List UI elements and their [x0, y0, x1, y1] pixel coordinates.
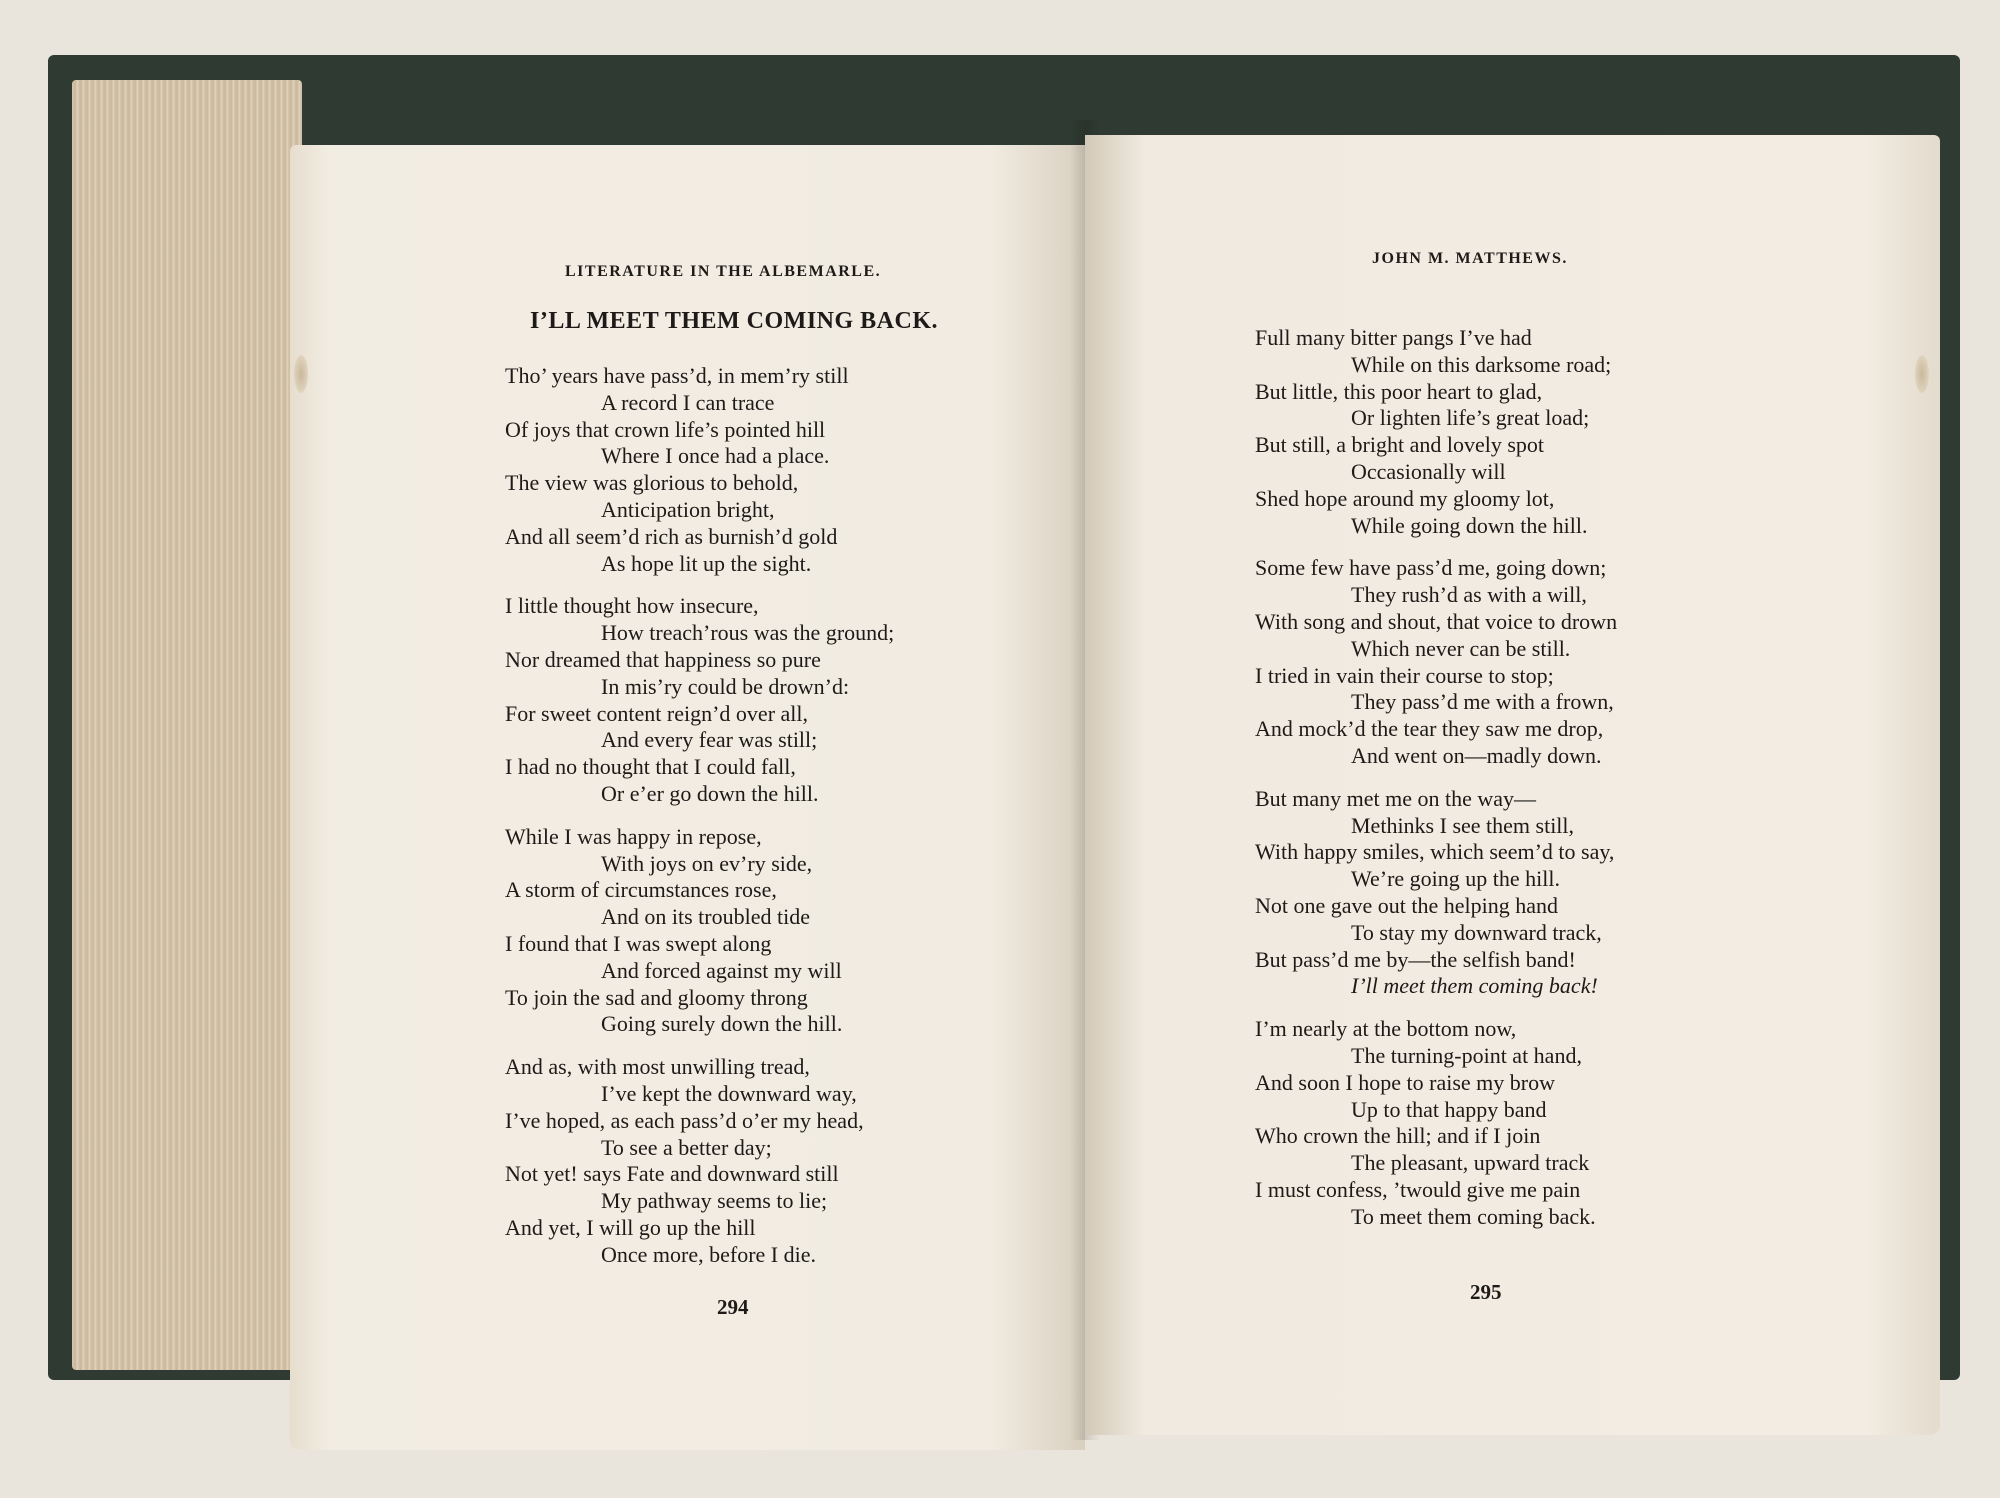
verse-line: With happy smiles, which seem’d to say,	[1255, 839, 1615, 865]
verse-line: Up to that happy band	[1351, 1096, 1547, 1122]
verse-line: Who crown the hill; and if I join	[1255, 1123, 1541, 1149]
verse-line: I tried in vain their course to stop;	[1255, 662, 1554, 688]
verse-line: While I was happy in repose,	[505, 823, 762, 849]
binding-hole	[294, 355, 308, 393]
verse-line: I’m nearly at the bottom now,	[1255, 1016, 1517, 1042]
poem-title: I’LL MEET THEM COMING BACK.	[530, 308, 938, 334]
stanza	[1255, 786, 1617, 1000]
verse-line: My pathway seems to lie;	[601, 1188, 828, 1214]
left-page	[290, 145, 1085, 1450]
binding-hole	[1915, 355, 1929, 393]
verse-line: A record I can trace	[601, 389, 775, 415]
stanza	[505, 363, 894, 577]
verse-line: The pleasant, upward track	[1351, 1150, 1590, 1176]
verse-line: To join the sad and gloomy throng	[505, 984, 808, 1010]
verse-line: I’ve hoped, as each pass’d o’er my head,	[505, 1107, 864, 1133]
verse-line: With joys on ev’ry side,	[601, 850, 813, 876]
verse-line: Or lighten life’s great load;	[1351, 405, 1590, 431]
verse-line: And every fear was still;	[601, 727, 818, 753]
verse-line: Once more, before I die.	[601, 1241, 817, 1267]
verse-line: To see a better day;	[601, 1134, 772, 1160]
verse-line: In mis’ry could be drown’d:	[601, 673, 850, 699]
stanza	[505, 1054, 894, 1268]
verse-line: Nor dreamed that happiness so pure	[505, 646, 821, 672]
verse-line: How treach’rous was the ground;	[601, 620, 895, 646]
page-edges	[72, 80, 302, 1370]
verse-line: Full many bitter pangs I’ve had	[1255, 325, 1532, 350]
verse-line: To meet them coming back.	[1351, 1203, 1596, 1229]
right-running-head: JOHN M. MATTHEWS.	[1372, 250, 1568, 267]
verse-line: I found that I was swept along	[505, 930, 772, 956]
verse-line: Some few have pass’d me, going down;	[1255, 555, 1607, 581]
stanza	[1255, 555, 1617, 769]
verse-line: I’ll meet them coming back!	[1351, 973, 1598, 999]
verse-line: And all seem’d rich as burnish’d gold	[505, 523, 838, 549]
stanza	[1255, 325, 1617, 539]
verse-line: The turning-point at hand,	[1351, 1042, 1582, 1068]
verse-line: While on this darksome road;	[1351, 351, 1612, 377]
stanza	[505, 824, 894, 1038]
page-number: 295	[1470, 1280, 1502, 1304]
verse-line: Shed hope around my gloomy lot,	[1255, 485, 1555, 511]
right-poem	[1255, 325, 1617, 1247]
verse-line: I little thought how insecure,	[505, 593, 759, 619]
left-running-head: LITERATURE IN THE ALBEMARLE.	[565, 263, 882, 280]
verse-line: A storm of circumstances rose,	[505, 877, 777, 903]
stanza	[1255, 1016, 1617, 1230]
verse-line: They rush’d as with a will,	[1351, 582, 1587, 608]
page-number: 294	[717, 1295, 749, 1319]
verse-line: And mock’d the tear they saw me drop,	[1255, 716, 1604, 742]
stanza	[505, 593, 894, 807]
verse-line: But pass’d me by—the selfish band!	[1255, 946, 1576, 972]
verse-line: But little, this poor heart to glad,	[1255, 378, 1543, 404]
verse-line: Which never can be still.	[1351, 635, 1571, 661]
verse-line: With song and shout, that voice to drown	[1255, 608, 1618, 634]
verse-line: Anticipation bright,	[601, 496, 775, 522]
verse-line: And went on—madly down.	[1351, 742, 1602, 768]
verse-line: I’ve kept the downward way,	[601, 1080, 857, 1106]
verse-line: While going down the hill.	[1351, 512, 1588, 538]
left-poem	[505, 363, 894, 1285]
verse-line: Going surely down the hill.	[601, 1011, 843, 1037]
verse-line: Of joys that crown life’s pointed hill	[505, 416, 826, 442]
verse-line: For sweet content reign’d over all,	[505, 700, 809, 726]
verse-line: Not yet! says Fate and downward still	[505, 1161, 839, 1187]
verse-line: But still, a bright and lovely spot	[1255, 432, 1545, 458]
verse-line: Occasionally will	[1351, 458, 1506, 484]
verse-line: Not one gave out the helping hand	[1255, 892, 1559, 918]
verse-line: As hope lit up the sight.	[601, 550, 812, 576]
verse-line: Or e’er go down the hill.	[601, 780, 819, 806]
verse-line: And yet, I will go up the hill	[505, 1214, 756, 1240]
verse-line: They pass’d me with a frown,	[1351, 689, 1614, 715]
verse-line: I must confess, ’twould give me pain	[1255, 1176, 1581, 1202]
verse-line: I had no thought that I could fall,	[505, 754, 796, 780]
right-page	[1085, 135, 1940, 1435]
verse-line: Tho’ years have pass’d, in mem’ry still	[505, 363, 849, 388]
verse-line: To stay my downward track,	[1351, 919, 1602, 945]
verse-line: We’re going up the hill.	[1351, 866, 1561, 892]
verse-line: Where I once had a place.	[601, 443, 830, 469]
verse-line: And as, with most unwilling tread,	[505, 1054, 810, 1080]
verse-line: And on its troubled tide	[601, 904, 810, 930]
verse-line: Methinks I see them still,	[1351, 812, 1575, 838]
verse-line: But many met me on the way—	[1255, 785, 1537, 811]
verse-line: And forced against my will	[601, 957, 842, 983]
verse-line: The view was glorious to behold,	[505, 470, 799, 496]
verse-line: And soon I hope to raise my brow	[1255, 1069, 1556, 1095]
